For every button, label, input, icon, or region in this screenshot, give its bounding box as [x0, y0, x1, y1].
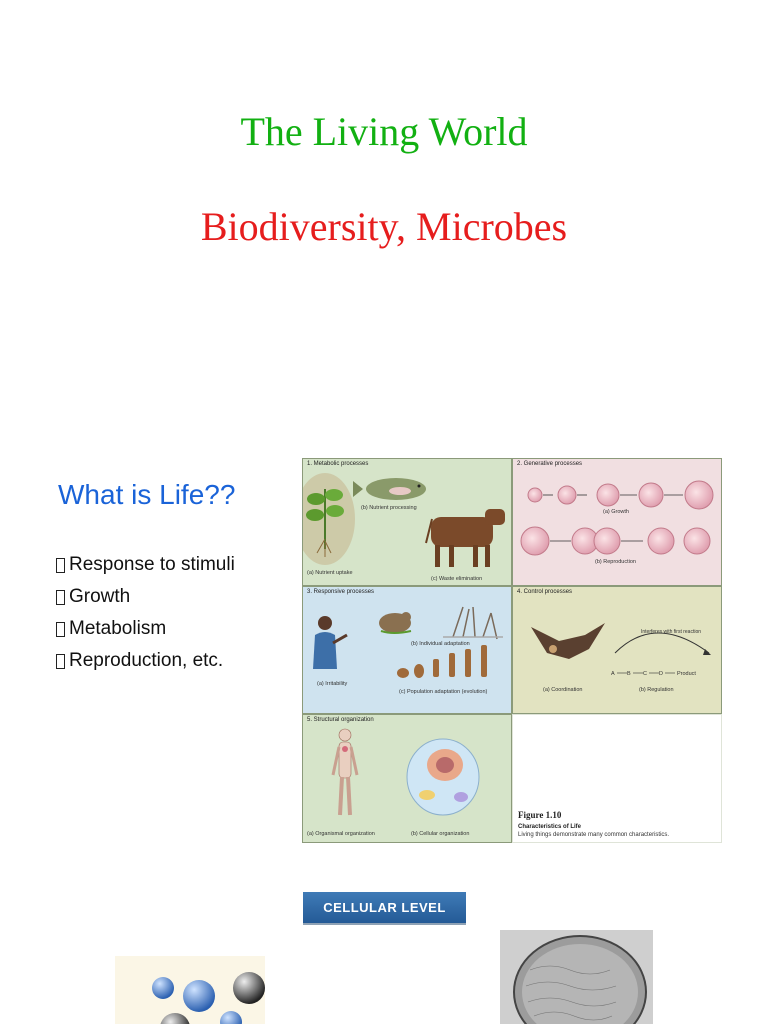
panel-title: 1. Metabolic processes — [307, 461, 369, 467]
bullet-text: Response to stimuli — [69, 554, 235, 575]
micrograph-icon — [500, 930, 653, 1024]
characteristics-figure — [302, 458, 722, 843]
branches-icon — [443, 607, 503, 639]
caption: A — [611, 671, 615, 677]
caption: D — [659, 671, 663, 677]
caption: (a) Organismal organization — [307, 831, 375, 837]
panel-title: 2. Generative processes — [517, 461, 583, 467]
reproduction-cells-icon — [521, 527, 710, 555]
fish-icon — [353, 478, 426, 500]
bullet-box-icon — [56, 654, 65, 669]
panel-title: 3. Responsive processes — [307, 589, 375, 595]
caption: (b) Reproduction — [595, 559, 636, 565]
panel-title: 5. Structural organization — [307, 717, 374, 723]
bullet-list — [56, 549, 235, 677]
caption: (a) Nutrient uptake — [307, 570, 353, 576]
slide-title: The Living World — [240, 109, 528, 154]
slide-subtitle: Biodiversity, Microbes — [200, 204, 568, 249]
figure-title: Characteristics of Life — [518, 824, 582, 830]
bullet-item — [56, 645, 235, 677]
panel-control — [512, 586, 722, 714]
evolution-figures-icon — [397, 645, 487, 678]
panel-title: 4. Control processes — [517, 589, 573, 595]
caption: B — [627, 671, 631, 677]
plant-icon — [303, 473, 355, 565]
growth-cells-icon — [528, 481, 713, 509]
caption: C — [643, 671, 647, 677]
caption: Interferes with first reaction — [641, 629, 702, 635]
figure-label: Figure 1.10 — [518, 810, 562, 820]
bullet-text: Growth — [69, 586, 131, 607]
molecules-icon — [115, 956, 265, 1024]
bullet-box-icon — [56, 622, 65, 637]
caption: (a) Growth — [603, 509, 629, 515]
generative-illustration — [513, 459, 721, 585]
rabbit-icon — [379, 612, 411, 633]
caption: (b) Individual adaptation — [411, 641, 470, 647]
bullet-box-icon — [56, 590, 65, 605]
owl-icon — [531, 623, 605, 659]
caption: (b) Nutrient processing — [361, 505, 417, 511]
person-icon — [313, 616, 347, 669]
bullet-box-icon — [56, 558, 65, 573]
molecules-image — [115, 956, 265, 1024]
bullet-text: Reproduction, etc. — [69, 650, 224, 671]
caption: (a) Irritability — [317, 681, 348, 687]
cell-micrograph-image — [500, 930, 653, 1024]
caption: (c) Waste elimination — [431, 576, 483, 582]
panel-structural — [302, 714, 512, 843]
caption: (c) Population adaptation (evolution) — [399, 689, 488, 695]
bullet-item — [56, 613, 235, 645]
bullet-item — [56, 549, 235, 581]
figure-description: Living things demonstrate many common characteristics. — [518, 832, 670, 838]
metabolic-illustration — [303, 459, 511, 585]
panel-generative — [512, 458, 722, 586]
structural-illustration — [303, 715, 511, 842]
panel-metabolic — [302, 458, 512, 586]
responsive-illustration — [303, 587, 511, 713]
bullet-item — [56, 581, 235, 613]
caption: (a) Coordination — [543, 687, 583, 693]
caption: (b) Cellular organization — [411, 831, 470, 837]
bullet-text: Metabolism — [69, 618, 167, 639]
human-body-icon — [333, 729, 357, 815]
cellular-level-banner: CELLULAR LEVEL — [303, 892, 466, 925]
cow-icon — [426, 509, 505, 567]
cell-icon — [407, 739, 479, 815]
section-heading: What is Life?? — [58, 479, 236, 510]
panel-responsive — [302, 586, 512, 714]
caption: (b) Regulation — [639, 687, 674, 693]
caption: Product — [677, 671, 696, 677]
feedback-arc-icon — [611, 629, 711, 677]
control-illustration — [513, 587, 721, 713]
